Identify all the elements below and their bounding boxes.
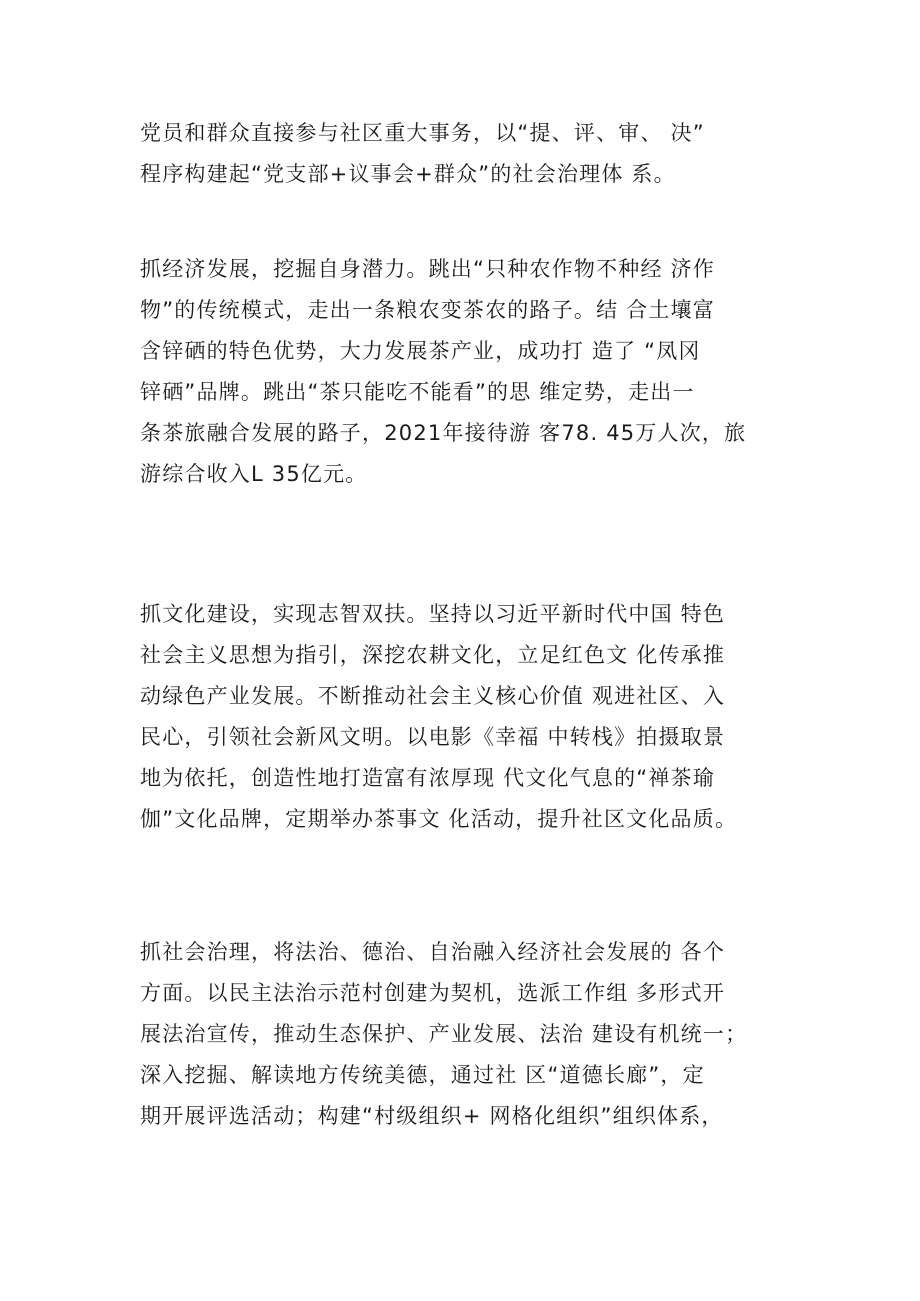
text-line: 深入挖掘、解读地方传统美德，通过社 区“道德长廊”，定	[140, 1063, 705, 1087]
text-line: 党员和群众直接参与社区重大事务，以“提、评、审、 决”	[140, 121, 705, 145]
text-line: 方面。以民主法治示范村创建为契机，选派工作组 多形式开	[140, 981, 726, 1005]
text-line: 含锌硒的特色优势，大力发展茶产业，成功打 造了 “凤冈	[140, 339, 701, 363]
text-line: 程序构建起“党支部+议事会+群众”的社会治理体 系。	[140, 162, 676, 186]
paragraph-community-participation	[140, 113, 800, 195]
text-line: 游综合收入L 35亿元。	[140, 462, 368, 486]
text-line: 民心，引领社会新风文明。以电影《幸福 中转栈》拍摄取景	[140, 725, 726, 749]
paragraph-social-governance	[140, 932, 800, 1137]
text-line: 条茶旅融合发展的路子，2021年接待游 客78. 45万人次，旅	[140, 421, 747, 445]
text-line: 抓文化建设，实现志智双扶。坚持以习近平新时代中国 特色	[140, 602, 726, 626]
text-line: 抓社会治理，将法治、德治、自治融入经济社会发展的 各个	[140, 940, 726, 964]
paragraph-economic-development	[140, 249, 800, 495]
text-line: 物”的传统模式，走出一条粮农变茶农的路子。结 合土壤富	[140, 298, 715, 322]
text-line: 展法治宣传，推动生态保护、产业发展、法治 建设有机统一；	[140, 1022, 748, 1046]
text-line: 抓经济发展，挖掘自身潜力。跳出“只种农作物不种经 济作	[140, 257, 715, 281]
text-line: 伽”文化品牌，定期举办茶事文 化活动，提升社区文化品质。	[140, 807, 738, 831]
text-line: 社会主义思想为指引，深挖农耕文化，立足红色文 化传承推	[140, 643, 726, 667]
text-line: 地为依托，创造性地打造富有浓厚现 代文化气息的“禅茶瑜	[140, 766, 715, 790]
text-line: 期开展评选活动；构建“村级组织+ 网格化组织”组织体系，	[140, 1104, 724, 1128]
paragraph-cultural-construction	[140, 594, 800, 840]
text-line: 锌硒”品牌。跳出“茶只能吃不能看”的思 维定势，走出一	[140, 380, 695, 404]
text-line: 动绿色产业发展。不断推动社会主义核心价值 观进社区、入	[140, 684, 726, 708]
